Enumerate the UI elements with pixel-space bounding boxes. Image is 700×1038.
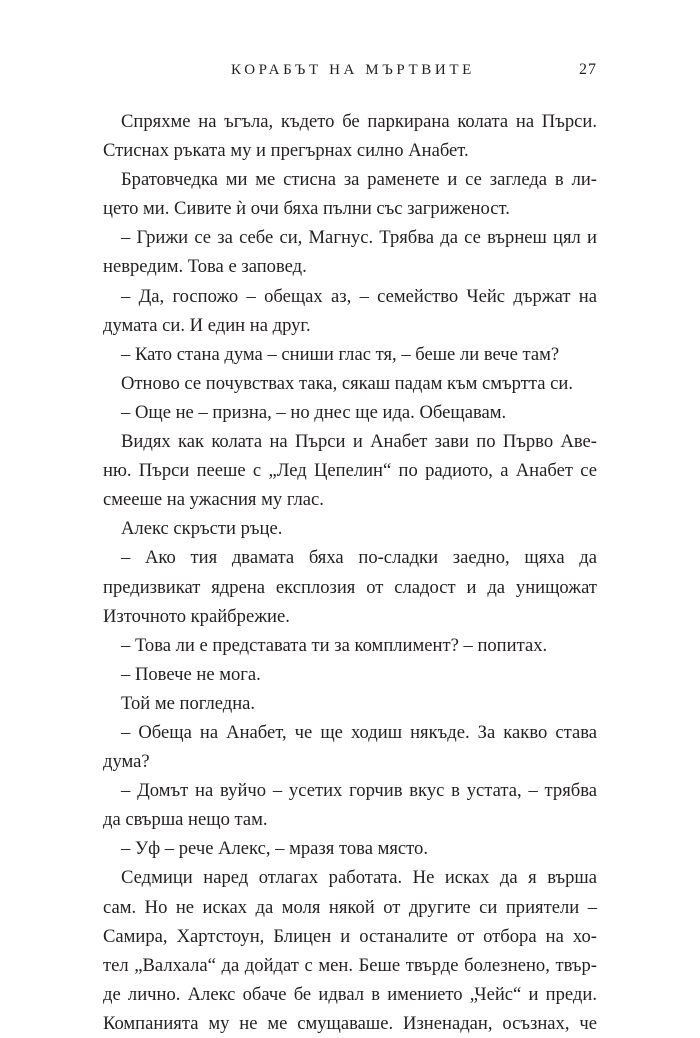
text-line: – Да, госпожо – обещах аз, – семейство Чейс държат на: [121, 285, 597, 307]
text-line: ню. Пърси пееше с „Лед Цепелин“ по радиото, а Анабет се: [103, 460, 597, 482]
text-line: Видях как колата на Пърси и Анабет зави по Първо Аве-: [121, 431, 597, 453]
text-line: – Още не – призна, – но днес ще ида. Обещавам.: [121, 401, 507, 423]
text-line: Стиснах ръката му и прегърнах силно Анабет.: [103, 140, 469, 162]
text-line: тел „Валхала“ да дойдат с мен. Беше твърде болезнено, твър-: [103, 954, 597, 976]
text-line: – Като стана дума – сниши глас тя, – беше ли вече там?: [121, 343, 560, 365]
text-line: де лично. Алекс обаче бе идвал в имението „Чейс“ и преди.: [103, 983, 597, 1005]
text-line: Източното крайбрежие.: [103, 605, 290, 627]
text-line: Спряхме на ъгъла, където бе паркирана колата на Пърси.: [121, 111, 597, 132]
text-line: дума?: [103, 751, 150, 773]
page-number: 27: [579, 61, 597, 78]
text-line: сам. Но не исках да моля някой от другите си приятели –: [103, 896, 597, 918]
text-line: – Уф – рече Алекс, – мразя това място.: [121, 838, 428, 860]
text-line: Той ме погледна.: [121, 692, 256, 714]
text-line: Седмици наред отлагах работата. Не исках да я върша: [121, 867, 597, 889]
text-line: – Това ли е представата ти за комплимент? – попитах.: [121, 634, 548, 656]
book-title: КОРАБЪТ НА МЪРТВИТЕ: [231, 62, 475, 78]
text-line: – Повече не мога.: [121, 663, 261, 685]
text-line: думата си. И един на друг.: [103, 314, 311, 336]
text-line: – Грижи се за себе си, Магнус. Трябва да се върнеш цял и: [121, 227, 597, 249]
text-line: невредим. Това е заповед.: [103, 256, 307, 278]
body-text: [103, 107, 597, 1038]
text-line: Самира, Хартстоун, Блицен и останалите от отбора на хо-: [103, 925, 597, 947]
text-line: – Обеща на Анабет, че ще ходиш някъде. За какво става: [121, 721, 597, 743]
text-line: Отново се почувствах така, сякаш падам към смъртта си.: [121, 372, 573, 394]
text-line: Алекс скръсти ръце.: [121, 518, 283, 540]
text-line: – Домът на вуйчо – усетих горчив вкус в устата, – трябва: [121, 780, 597, 802]
text-line: цето ми. Сивите ѝ очи бяха пълни със загриженост.: [103, 198, 510, 220]
text-line: Компанията му не ме смущаваше. Изненадан, осъзнах, че: [103, 1012, 597, 1034]
running-header: [103, 60, 597, 84]
text-line: Братовчедка ми ме стисна за раменете и се загледа в ли-: [121, 169, 597, 191]
text-line: предизвикат ядрена експлозия от сладост и да унищожат: [103, 576, 597, 598]
text-line: смееше на ужасния му глас.: [103, 489, 324, 511]
text-line: да свърша нещо там.: [103, 809, 268, 831]
text-line: – Ако тия двамата бяха по-сладки заедно, щяха да: [121, 547, 597, 569]
